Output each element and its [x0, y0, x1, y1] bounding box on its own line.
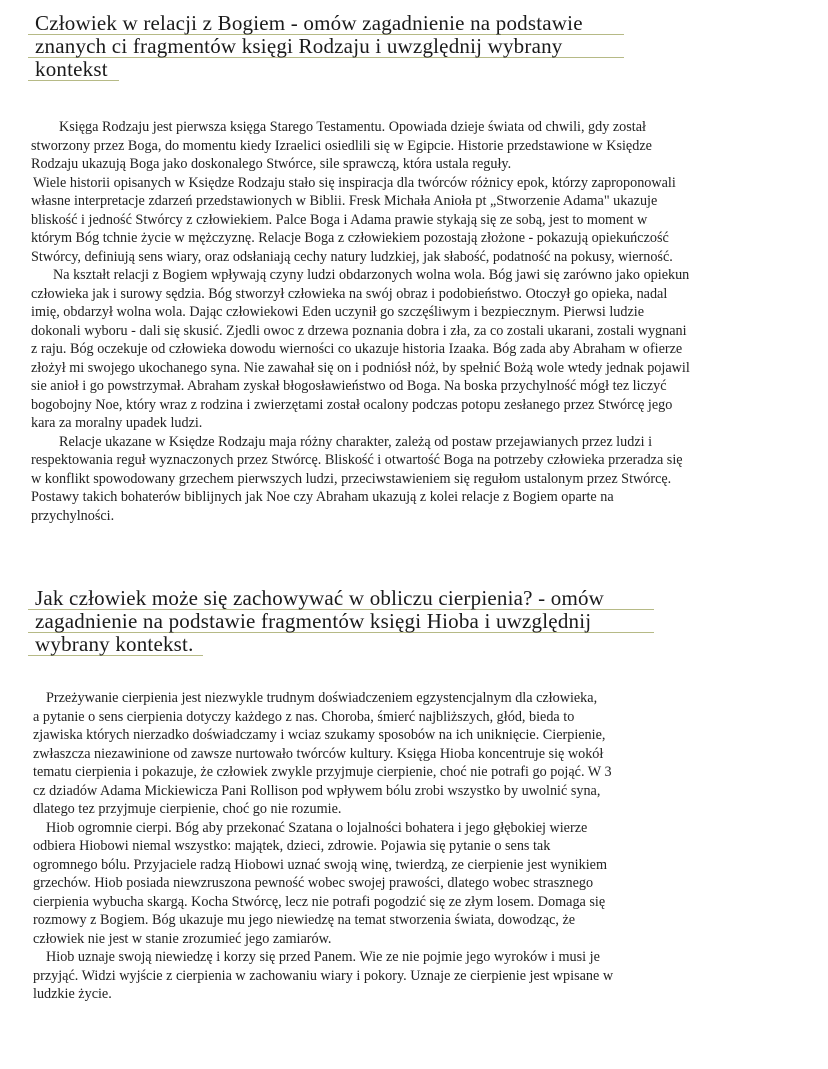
body-line: dlatego tez przyjmuje cierpienie, choć go nie rozumie. [33, 801, 342, 817]
section-1-heading-line: znanych ci fragmentów księgi Rodzaju i uwzględnij wybrany [28, 35, 624, 58]
body-line: Hiob ogromnie cierpi. Bóg aby przekonać Szatana o lojalności bohatera i jego głębokiej wierze [46, 819, 588, 836]
section-2-heading-line: Jak człowiek może się zachowywać w obliczu cierpienia? - omów [28, 587, 654, 610]
body-line: własne interpretacje zdarzeń przedstawionych w Biblii. Fresk Michała Anioła pt „Stworzenie Adama" ukazuje [31, 193, 658, 209]
section-2-heading [28, 587, 654, 656]
section-1-heading-line: Człowiek w relacji z Bogiem - omów zagadnienie na podstawie [28, 12, 624, 35]
body-line: dokonali wyboru - dali się skusić. Zjedli owoc z drzewa poznania dobra i zła, za co zostali ukarani, zostali wygnani [31, 322, 687, 339]
body-line: Wiele historii opisanych w Księdze Rodzaju stało się inspiracja dla twórców różnicy epok, którzy zaproponowali [33, 174, 676, 191]
body-line: ludzkie życie. [33, 986, 112, 1002]
body-line: ogromnego bólu. Przyjaciele radzą Hiobowi uznać swoją winę, twierdzą, ze cierpienie jest wynikiem [33, 856, 607, 873]
body-line: Przeżywanie cierpienia jest niezwykle trudnym doświadczeniem egzystencjalnym dla człowieka, [46, 690, 598, 706]
body-line: kara za moralny upadek ludzi. [31, 415, 203, 431]
body-line: grzechów. Hiob posiada niewzruszona pewność wobec swojej prawości, dlatego wobec strasznego [33, 875, 594, 891]
body-line: rozmowy z Bogiem. Bóg ukazuje mu jego niewiedzę na temat stworzenia świata, dowodząc, że [33, 912, 576, 928]
section-2-heading-line: wybrany kontekst. [28, 633, 203, 656]
body-line: bliskość i jedność Stwórcy z człowiekiem. Palce Boga i Adama prawie stykają się ze sobą, jest to moment w [31, 211, 648, 228]
section-2-heading-line: zagadnienie na podstawie fragmentów księgi Hioba i uwzględnij [28, 610, 654, 633]
body-line: człowieka jak i surowy sędzia. Bóg stworzył człowieka na swój obraz i podobieństwo. Otoczył go opieka, nadal [31, 285, 668, 302]
body-line: Relacje ukazane w Księdze Rodzaju maja różny charakter, zależą od postaw przejawianych przez ludzi i [59, 433, 653, 450]
body-line: Hiob uznaje swoją niewiedzę i korzy się przed Panem. Wie ze nie pojmie jego wyroków i musi je [46, 949, 600, 965]
section-1-heading [28, 12, 624, 81]
body-line: Stwórcy, definiują sens wiary, oraz odsłaniają cechy natury ludzkiej, jak słabość, podatność na pokusy, wierność. [31, 248, 673, 265]
body-line: bogobojny Noe, który wraz z rodzina i zwierzętami został ocalony podczas potopu zesłanego przez Stwórcę jego [31, 396, 673, 413]
body-line: a pytanie o sens cierpienia dotyczy każdego z nas. Choroba, śmierć najbliższych, głód, bieda to [33, 708, 575, 725]
body-line: cierpienia wybucha skargą. Kocha Stwórcę, lecz nie potrafi pogodzić się ze złym losem. Domaga się [33, 893, 606, 910]
body-line: tematu cierpienia i pokazuje, że człowiek zwykle przyjmuje cierpienie, choć nie potrafi go pojąć. W 3 [33, 764, 612, 780]
section-2-body [33, 689, 613, 1004]
body-line: przyjąć. Widzi wyjście z cierpienia w zachowaniu wiary i pokory. Uznaje ze cierpienie jest wpisane w [33, 967, 614, 984]
body-line: człowiek nie jest w stanie zrozumieć jego zamiarów. [33, 930, 332, 947]
body-line: Księga Rodzaju jest pierwsza księga Starego Testamentu. Opowiada dzieje świata od chwili, gdy został [59, 119, 646, 135]
section-1-body [31, 118, 690, 525]
body-line: zwłaszcza niezawinione od zawsze nurtowało twórców kultury. Księga Hioba koncentruje się wokół [33, 745, 604, 762]
body-line: stworzony przez Boga, do momentu kiedy Izraelici osiedlili się w Egipcie. Historie przedstawione w Księdze [31, 137, 652, 154]
body-line: Postawy takich bohaterów biblijnych jak Noe czy Abraham ukazują z kolei relacje z Bogiem oparte na [31, 489, 614, 505]
body-line: odbiera Hiobowi niemal wszystko: majątek, dzieci, zdrowie. Pojawia się pytanie o sens tak [33, 838, 551, 854]
body-line: cz dziadów Adama Mickiewicza Pani Rollison pod wpływem bólu zrobi wszystko by uwolnić syna, [33, 782, 601, 799]
body-line: przychylności. [31, 507, 115, 524]
body-line: imię, obdarzył wolna wola. Dając człowiekowi Eden uczynił go szczęśliwym i bezpiecznym. Pierwsi ludzie [31, 304, 645, 320]
body-line: Rodzaju ukazują Boga jako doskonalego Stwórce, sile sprawczą, która ustala reguły. [31, 156, 512, 172]
body-line: z raju. Bóg oczekuje od człowieka dowodu wierności co ukazuje historia Izaaka. Bóg zada aby Abraham w ofierze [31, 341, 683, 357]
body-line: Na kształt relacji z Bogiem wpływają czyny ludzi obdarzonych wolna wola. Bóg jawi się zarówno jako opiekun [53, 267, 690, 283]
body-line: złożył mi swojego ukochanego syna. Nie zawahał się on i podniósł nóż, by spełnić Bożą wole wtedy jednak pojawil [31, 359, 690, 376]
body-line: sie anioł i go powstrzymał. Abraham zyskał błogosławieństwo od Boga. Na boska przychylność mógł tez liczyć [31, 378, 667, 394]
section-1-heading-line: kontekst [28, 58, 119, 81]
body-line: którym Bóg tchnie życie w mężczyznę. Relacje Boga z człowiekiem pozostają złożone - pokazują opiekuńczość [31, 230, 669, 246]
body-line: respektowania reguł wyznaczonych przez Stwórcę. Bliskość i otwartość Boga na potrzeby człowieka przeradza się [31, 452, 683, 468]
body-line: zjawiska których nierzadko doświadczamy i wciaz szukamy sposobów na ich uniknięcie. Cierpienie, [33, 727, 606, 743]
body-line: w konflikt spowodowany grzechem pierwszych ludzi, przeciwstawieniem się regułom ustalonym przez Stwórcę. [31, 470, 672, 487]
